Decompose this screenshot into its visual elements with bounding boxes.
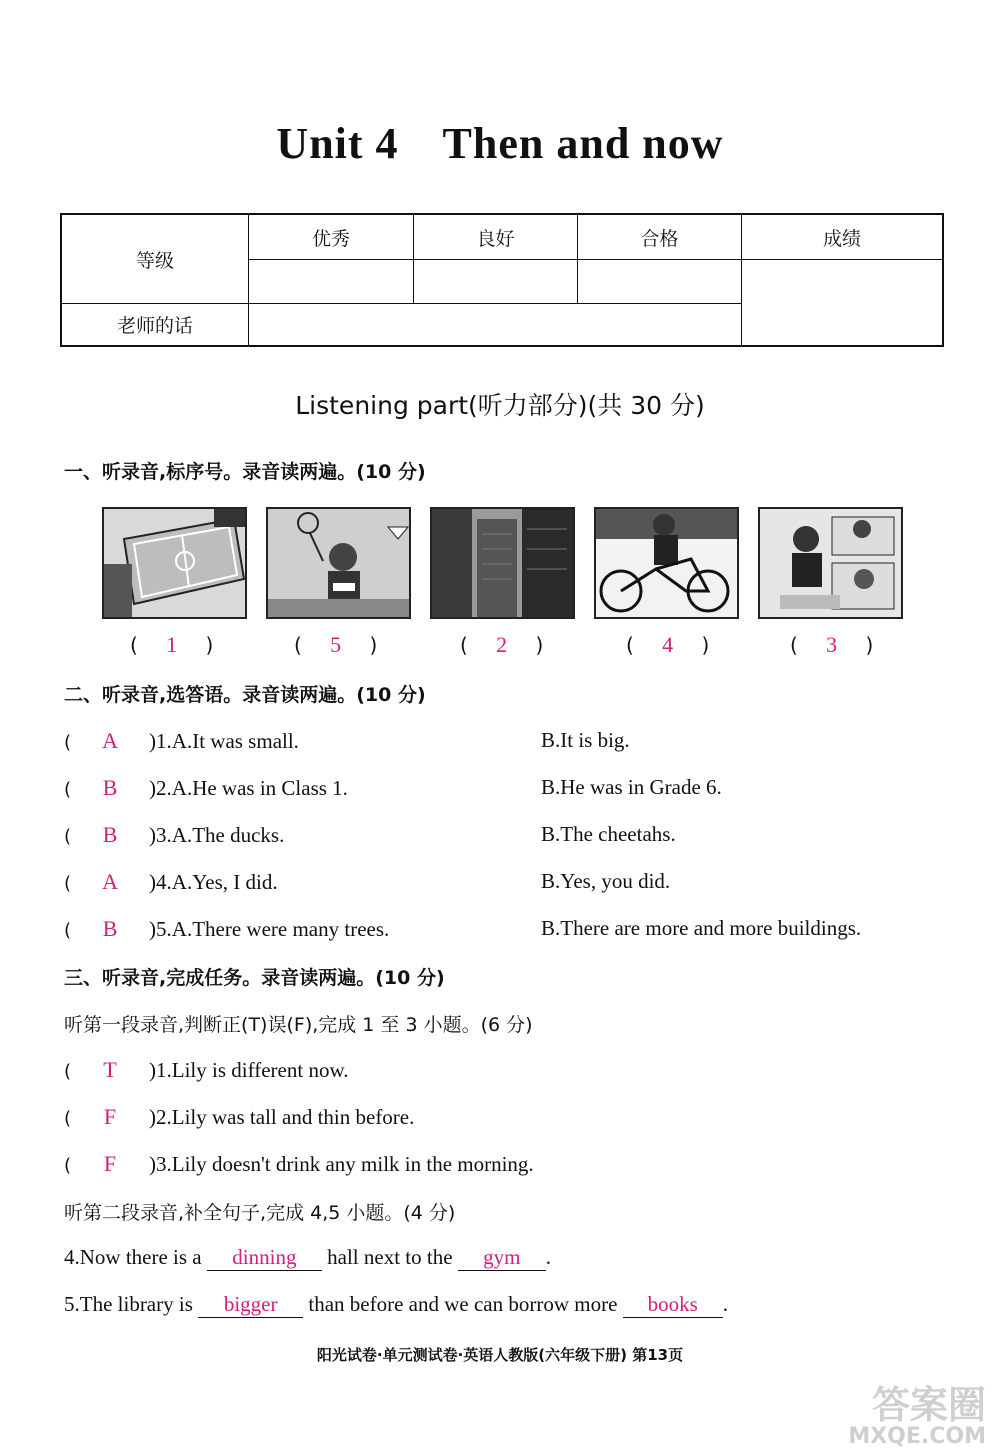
q2-num: )2. <box>149 776 172 800</box>
grade-level-label: 等级 <box>62 215 249 304</box>
part2-question-2: ( B )2.A.He was in Class 1. <box>64 775 348 800</box>
part2-question-3: ( B )3.A.The ducks. <box>64 822 285 847</box>
col-pass: 合格 <box>578 215 742 260</box>
part2-question-5: ( B )5.A.There were many trees. <box>64 916 390 941</box>
tf1-text: )1.Lily is different now. <box>149 1058 349 1082</box>
listening-header: Listening part(听力部分)(共 30 分) <box>295 391 705 420</box>
unit-label: Unit 4 <box>276 119 399 168</box>
tf3-answer: F <box>103 1151 117 1176</box>
q5-num: )5. <box>149 917 172 941</box>
badminton-girl-picture <box>266 507 411 619</box>
pic3-answer-value: 2 <box>496 632 508 657</box>
fill-question-4 <box>64 1245 551 1271</box>
tf3-text: )3.Lily doesn't drink any milk in the morning. <box>149 1152 534 1176</box>
q5-answer: B <box>102 916 118 941</box>
fill5-pre: 5.The library is <box>64 1292 193 1316</box>
tf1-answer: T <box>103 1057 117 1082</box>
pic5-answer: ( 3 ) <box>790 632 874 657</box>
part2-question-4: ( A )4.A.Yes, I did. <box>64 869 278 894</box>
grade-table <box>60 213 944 347</box>
boy-riding-bike-picture <box>594 507 739 619</box>
part3-heading: 三、听录音,完成任务。录音读两遍。(10 分) <box>64 967 445 989</box>
page-title <box>0 118 1000 169</box>
fill4-blank-2: gym <box>458 1245 546 1271</box>
pic2-answer: ( 5 ) <box>294 632 378 657</box>
q4-option-a: A.Yes, I did. <box>171 870 278 894</box>
tf2-answer: F <box>103 1104 117 1129</box>
tf-question-2: ( F )2.Lily was tall and thin before. <box>64 1104 415 1129</box>
unit-topic: Then and now <box>442 119 724 168</box>
fill4-mid: hall next to the <box>327 1245 453 1269</box>
fill4-pre: 4.Now there is a <box>64 1245 202 1269</box>
teacher-comment-box[interactable] <box>249 304 742 345</box>
q3-option-b: B.The cheetahs. <box>541 822 676 846</box>
fill5-post: . <box>722 1292 728 1316</box>
part1-heading: 一、听录音,标序号。录音读两遍。(10 分) <box>64 461 426 483</box>
fill4-blank-1: dinning <box>207 1245 322 1271</box>
col-good: 良好 <box>414 215 578 260</box>
q1-num: )1. <box>149 729 172 753</box>
q2-option-a: A.He was in Class 1. <box>171 776 348 800</box>
q4-answer: A <box>102 869 118 894</box>
q1-option-b: B.It is big. <box>541 728 630 752</box>
q1-option-a: A.It was small. <box>171 729 299 753</box>
fill5-mid: than before and we can borrow more <box>308 1292 618 1316</box>
q3-answer: B <box>102 822 118 847</box>
part3-subheading-1: 听第一段录音,判断正(T)误(F),完成 1 至 3 小题。(6 分) <box>64 1014 533 1036</box>
q5-option-a: A.There were many trees. <box>171 917 390 941</box>
page-footer: 阳光试卷·单元测试卷·英语人教版(六年级下册) 第13页 <box>316 1346 684 1364</box>
tf-question-3: ( F )3.Lily doesn't drink any milk in the morning. <box>64 1151 534 1176</box>
q4-option-b: B.Yes, you did. <box>541 869 671 893</box>
col-score: 成绩 <box>742 215 942 260</box>
pass-box[interactable] <box>578 260 742 304</box>
q5-option-b: B.There are more and more buildings. <box>541 916 862 940</box>
q2-answer: B <box>102 775 118 800</box>
children-portraits-picture <box>758 507 903 619</box>
pic1-answer: ( 1 ) <box>130 632 214 657</box>
q2-option-b: B.He was in Grade 6. <box>541 775 722 799</box>
score-box[interactable] <box>741 260 941 345</box>
watermark-logo: 答案圈 <box>871 1383 986 1427</box>
part2-question-1: ( A )1.A.It was small. <box>64 728 299 753</box>
fill5-blank-1: bigger <box>198 1292 303 1318</box>
pic4-answer: ( 4 ) <box>626 632 710 657</box>
pic2-answer-value: 5 <box>330 632 342 657</box>
pic5-answer-value: 3 <box>826 632 838 657</box>
pic4-answer-value: 4 <box>662 632 674 657</box>
good-box[interactable] <box>414 260 578 304</box>
pic3-answer: ( 2 ) <box>460 632 544 657</box>
teacher-comment-label: 老师的话 <box>62 304 249 345</box>
tf-question-1: ( T )1.Lily is different now. <box>64 1057 349 1082</box>
q3-option-a: A.The ducks. <box>171 823 285 847</box>
watermark-url: MXQE.COM <box>848 1424 986 1449</box>
part2-heading: 二、听录音,选答语。录音读两遍。(10 分) <box>64 684 426 706</box>
fill4-post: . <box>545 1245 552 1269</box>
basketball-court-picture <box>102 507 247 619</box>
excellent-box[interactable] <box>249 260 414 304</box>
fill-question-5 <box>64 1292 728 1318</box>
part3-subheading-2: 听第二段录音,补全句子,完成 4,5 小题。(4 分) <box>64 1202 456 1224</box>
watermark <box>848 1385 986 1449</box>
pic1-answer-value: 1 <box>166 632 178 657</box>
q1-answer: A <box>102 728 118 753</box>
tf2-text: )2.Lily was tall and thin before. <box>149 1105 415 1129</box>
col-excellent: 优秀 <box>249 215 414 260</box>
fill5-blank-2: books <box>623 1292 723 1318</box>
tall-buildings-picture <box>430 507 575 619</box>
q4-num: )4. <box>149 870 172 894</box>
q3-num: )3. <box>149 823 172 847</box>
